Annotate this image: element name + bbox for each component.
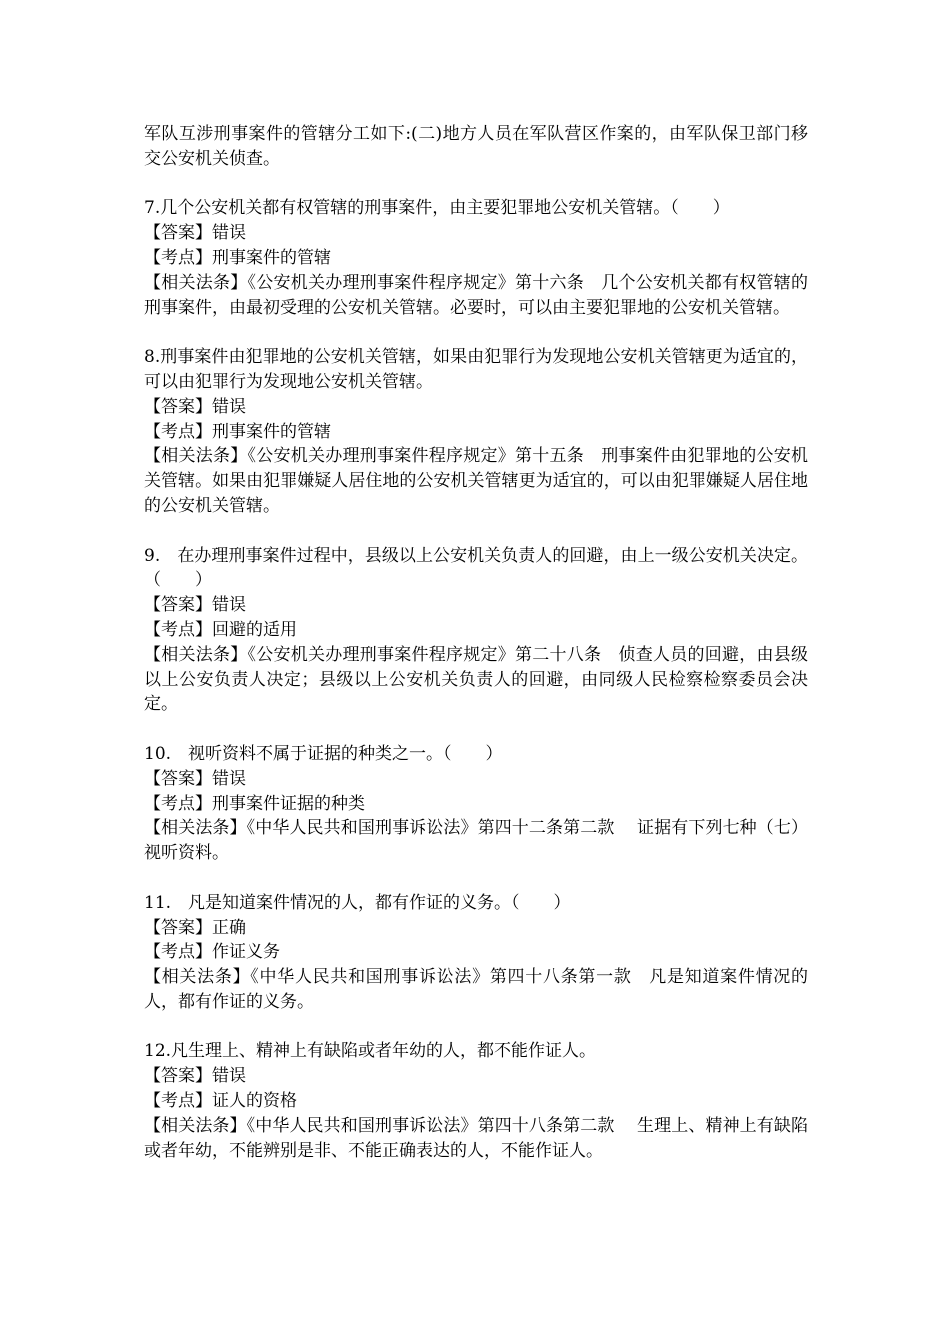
paragraph-gap — [144, 320, 808, 345]
question-item-9 — [144, 544, 808, 718]
question-text: 7.几个公安机关都有权管辖的刑事案件，由主要犯罪地公安机关管辖。（ ） — [144, 198, 730, 219]
question-item-12 — [144, 1039, 808, 1163]
document-page — [144, 122, 808, 1163]
question-text: 12.凡生理上、精神上有缺陷或者年幼的人，都不能作证人。 — [144, 1041, 597, 1062]
question-text: 8.刑事案件由犯罪地的公安机关管辖，如果由犯罪行为发现地公安机关管辖更为适宜的，可以由犯罪行为发现地公安机关管辖。 — [144, 347, 808, 392]
law-reference: 【相关法条】《中华人民共和国刑事诉讼法》第四十八条第二款 生理上、精神上有缺陷或者年幼，不能辨别是非、不能正确表达的人，不能作证人。 — [144, 1115, 808, 1161]
answer-line: 【答案】正确 — [144, 917, 246, 938]
question-item-8 — [144, 345, 808, 519]
answer-line: 【答案】错误 — [144, 1066, 246, 1087]
question-item-11 — [144, 891, 808, 1015]
key-point-line: 【考点】作证义务 — [144, 942, 280, 963]
law-reference: 【相关法条】《中华人民共和国刑事诉讼法》第四十二条第二款 证据有下列七种（七）视听资料。 — [144, 818, 808, 864]
paragraph-gap — [144, 717, 808, 742]
answer-line: 【答案】错误 — [144, 396, 246, 417]
question-text: 10. 视听资料不属于证据的种类之一。（ ） — [144, 743, 503, 764]
key-point-line: 【考点】回避的适用 — [144, 619, 297, 640]
question-text: 9. 在办理刑事案件过程中，县级以上公安机关负责人的回避，由上一级公安机关决定。（ ） — [144, 545, 808, 591]
answer-line: 【答案】错误 — [144, 768, 246, 789]
question-text: 11. 凡是知道案件情况的人，都有作证的义务。（ ） — [144, 892, 571, 913]
paragraph-gap — [144, 866, 808, 891]
key-point-line: 【考点】刑事案件证据的种类 — [144, 793, 365, 814]
law-reference: 【相关法条】《中华人民共和国刑事诉讼法》第四十八条第一款 凡是知道案件情况的人，都有作证的义务。 — [144, 967, 808, 1012]
question-item-7 — [144, 196, 808, 320]
answer-line: 【答案】错误 — [144, 223, 246, 244]
key-point-line: 【考点】证人的资格 — [144, 1091, 297, 1112]
law-reference: 【相关法条】《公安机关办理刑事案件程序规定》第十六条 几个公安机关都有权管辖的刑事案件，由最初受理的公安机关管辖。必要时，可以由主要犯罪地的公安机关管辖。 — [144, 272, 808, 318]
key-point-line: 【考点】刑事案件的管辖 — [144, 247, 331, 268]
intro-paragraph: 军队互涉刑事案件的管辖分工如下:(二)地方人员在军队营区作案的，由军队保卫部门移交公安机关侦查。 — [144, 124, 808, 169]
paragraph-gap — [144, 1015, 808, 1040]
law-reference: 【相关法条】《公安机关办理刑事案件程序规定》第二十八条 侦查人员的回避，由县级以上公安负责人决定；县级以上公安机关负责人的回避，由同级人民检察检察委员会决定。 — [144, 644, 808, 715]
law-reference: 【相关法条】《公安机关办理刑事案件程序规定》第十五条 刑事案件由犯罪地的公安机关管辖。如果由犯罪嫌疑人居住地的公安机关管辖更为适宜的，可以由犯罪嫌疑人居住地的公安机关管辖。 — [144, 446, 808, 516]
question-item-10 — [144, 742, 808, 866]
paragraph-gap — [144, 172, 808, 197]
answer-line: 【答案】错误 — [144, 595, 246, 616]
paragraph-gap — [144, 519, 808, 544]
key-point-line: 【考点】刑事案件的管辖 — [144, 421, 331, 442]
